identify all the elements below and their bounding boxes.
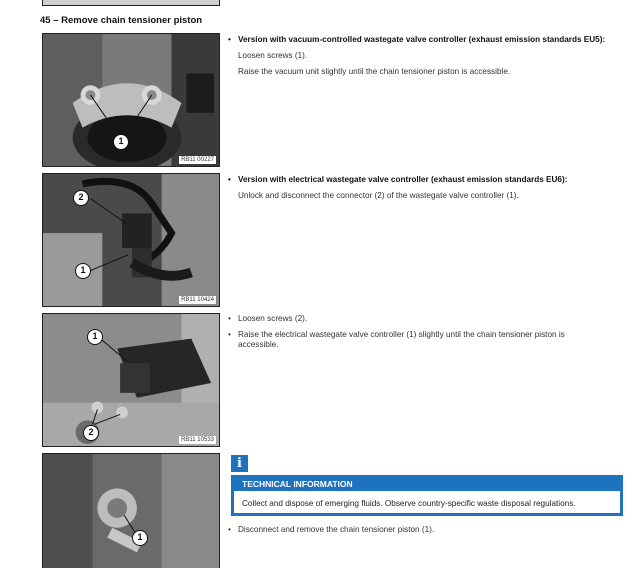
eu5-raise: Raise the vacuum unit slightly until the chain tensioner piston is accessible. — [238, 67, 511, 76]
callout-1: 1 — [113, 134, 129, 150]
callout-2: 2 — [73, 190, 89, 206]
eu5-heading: • Version with vacuum-controlled wastegate valve controller (exhaust emission standards EU5): — [228, 35, 623, 45]
callout-2: 2 — [83, 425, 99, 441]
photo-wastegate-controller — [42, 313, 220, 447]
step-eu6 — [228, 175, 623, 201]
technical-information-box — [231, 475, 623, 516]
image-code: RB11 00227 — [181, 157, 214, 163]
photo-electrical-connector — [42, 173, 220, 307]
eu6-heading: • Version with electrical wastegate valve controller (exhaust emission standards EU6): — [228, 175, 623, 185]
callout-1: 1 — [132, 530, 148, 546]
tech-info-heading: TECHNICAL INFORMATION — [234, 478, 620, 491]
image-code: RB11 10424 — [181, 297, 214, 303]
callout-1: 1 — [87, 329, 103, 345]
eu6-unlock: Unlock and disconnect the connector (2) of the wastegate valve controller (1). — [238, 191, 519, 200]
step-disconnect — [228, 525, 623, 535]
eu5-loosen: Loosen screws (1). — [238, 51, 308, 60]
tech-info-body: Collect and dispose of emerging fluids. Observe country-specific waste disposal regulations. — [242, 499, 576, 508]
callout-1: 1 — [75, 263, 91, 279]
info-icon: i — [231, 455, 248, 472]
photo-vacuum-unit — [42, 33, 220, 167]
raise-electrical: • Raise the electrical wastegate valve controller (1) slightly until the chain tensioner piston is accessible. — [228, 330, 603, 350]
step-loosen-raise — [228, 314, 623, 350]
loosen-screws-2: • Loosen screws (2). — [228, 314, 623, 324]
step-eu5 — [228, 35, 623, 77]
disconnect-piston: • Disconnect and remove the chain tensioner piston (1). — [228, 525, 623, 535]
image-code: RB11 10533 — [181, 437, 214, 443]
previous-image-edge — [42, 0, 220, 6]
section-title: 45 – Remove chain tensioner piston — [40, 15, 203, 26]
photo-chain-tensioner — [42, 453, 220, 568]
